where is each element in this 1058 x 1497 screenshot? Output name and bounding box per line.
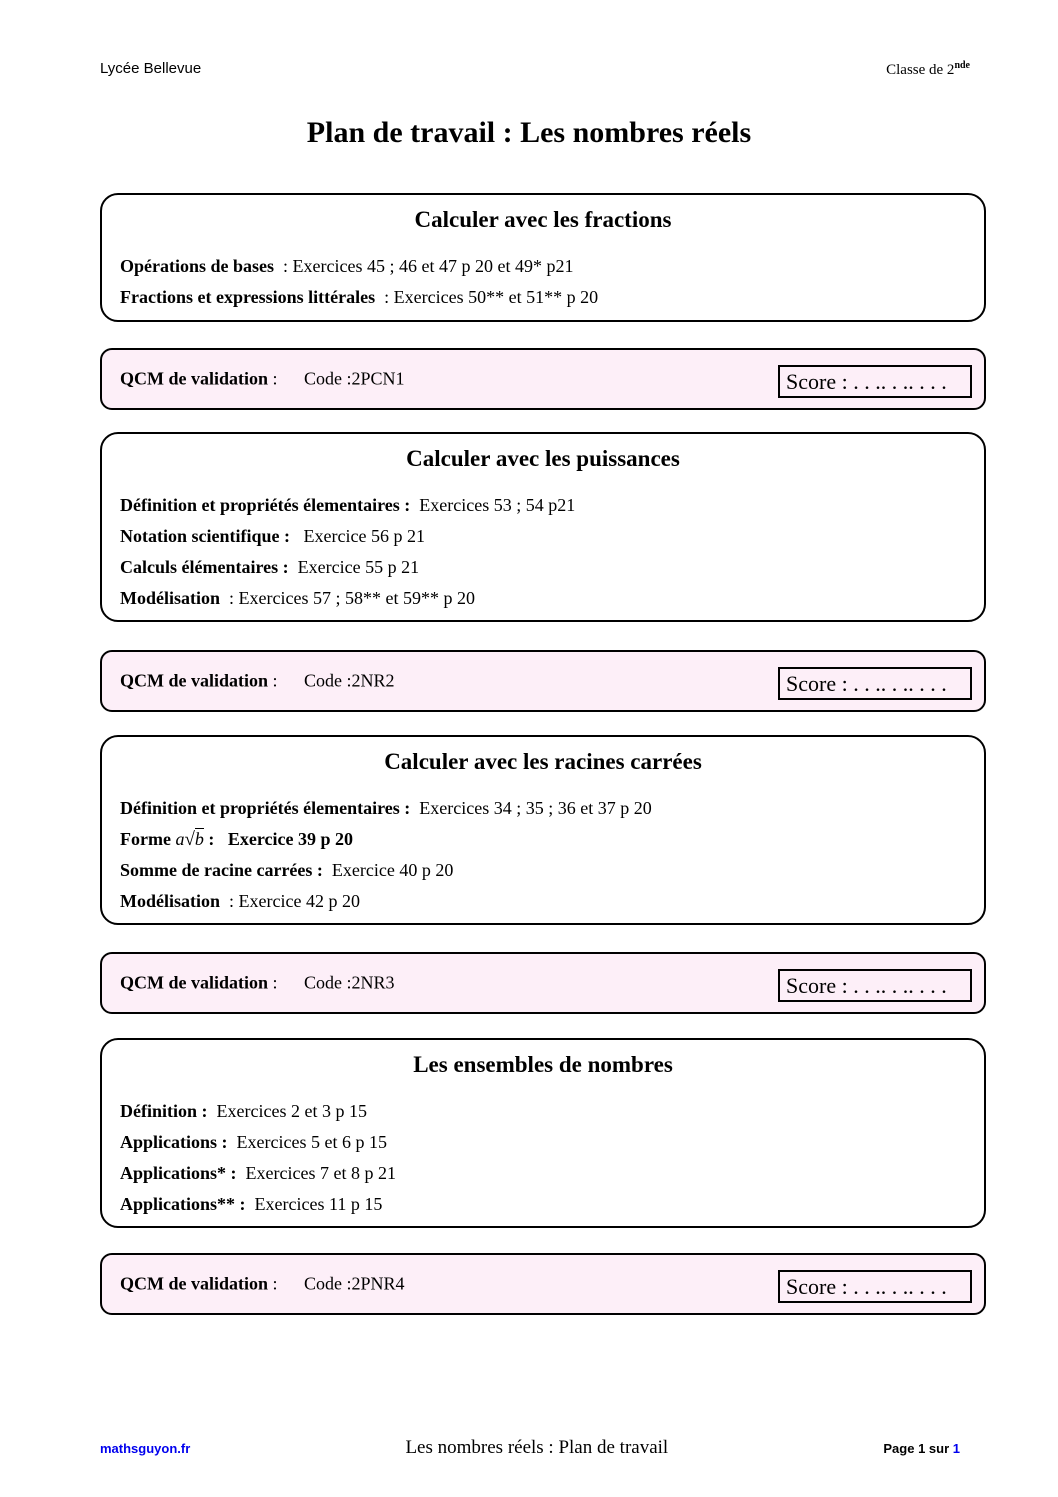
section-title: Calculer avec les racines carrées: [384, 749, 702, 774]
score-field: Score : . . .. . .. . . .: [778, 365, 972, 398]
qcm-text: [120, 671, 395, 692]
row-label: Opérations de bases: [120, 256, 275, 276]
row-label: Calculs élémentaires :: [120, 557, 289, 577]
qcm-box-ensembles: [100, 1253, 986, 1315]
exercise-row: [120, 793, 984, 824]
section-title: Calculer avec les fractions: [414, 207, 672, 232]
exercise-rows: [120, 251, 984, 313]
qcm-colon: :: [268, 972, 283, 993]
row-text: Exercices 2 et 3 p 15: [207, 1101, 367, 1121]
row-colon: : Exercice 39 p 20: [203, 829, 354, 849]
exercise-row: [120, 490, 984, 521]
section-box-puissances: [100, 432, 986, 622]
row-text: Exercices 11 p 15: [245, 1194, 383, 1214]
class-label-base: Classe de 2: [886, 62, 955, 78]
exercise-row: [120, 521, 984, 552]
row-text: : Exercices 50** et 51** p 20: [375, 287, 599, 307]
row-text: : Exercices 57 ; 58** et 59** p 20: [220, 588, 475, 608]
section-box-ensembles: [100, 1038, 986, 1228]
qcm-code: Code :2NR3: [304, 972, 395, 993]
row-label: Définition et propriétés élementaires :: [120, 495, 411, 515]
qcm-code: Code :2PCN1: [304, 368, 405, 389]
score-field: Score : . . .. . .. . . .: [778, 969, 972, 1002]
school-name: Lycée Bellevue: [100, 60, 202, 77]
qcm-label: QCM de validation: [120, 1273, 269, 1294]
row-label: Applications* :: [120, 1163, 237, 1183]
section-title: Les ensembles de nombres: [413, 1052, 673, 1077]
qcm-text: [120, 369, 405, 390]
row-label: Fractions et expressions littérales: [120, 287, 376, 307]
row-text: Exercices 53 ; 54 p21: [410, 495, 576, 515]
qcm-box-fractions: [100, 348, 986, 410]
qcm-box-racines: [100, 952, 986, 1014]
row-text: Exercice 56 p 21: [290, 526, 425, 546]
page-title: Plan de travail : Les nombres réels: [306, 116, 752, 149]
row-text: Exercices 34 ; 35 ; 36 et 37 p 20: [410, 798, 652, 818]
exercise-row: [120, 1158, 984, 1189]
qcm-text: [120, 1274, 405, 1295]
page-number-label: Page 1 sur: [883, 1441, 953, 1456]
row-text: : Exercices 45 ; 46 et 47 p 20 et 49* p21: [274, 256, 574, 276]
qcm-label: QCM de validation: [120, 670, 269, 691]
row-label: Définition et propriétés élementaires :: [120, 798, 411, 818]
exercise-row: [120, 282, 984, 313]
qcm-colon: :: [268, 670, 283, 691]
qcm-colon: :: [268, 368, 283, 389]
row-label: Applications** :: [120, 1194, 246, 1214]
exercise-rows: [120, 793, 984, 917]
row-text: Exercices 7 et 8 p 21: [236, 1163, 396, 1183]
exercise-rows: [120, 1096, 984, 1220]
website-link[interactable]: mathsguyon.fr: [100, 1441, 191, 1456]
footer-document-title: Les nombres réels : Plan de travail: [405, 1437, 669, 1458]
row-label: Notation scientifique :: [120, 526, 290, 546]
row-text: Exercices 5 et 6 p 15: [227, 1132, 387, 1152]
exercise-row: [120, 1096, 984, 1127]
section-box-fractions: [100, 193, 986, 322]
score-field: Score : . . .. . .. . . .: [778, 1270, 972, 1303]
qcm-label: QCM de validation: [120, 972, 269, 993]
exercise-row: [120, 583, 984, 614]
class-label-superscript: nde: [954, 60, 970, 71]
page-number-value: 1: [952, 1441, 960, 1456]
qcm-label: QCM de validation: [120, 368, 269, 389]
math-radicand: b: [194, 829, 204, 849]
exercise-row: [120, 886, 984, 917]
qcm-colon: :: [268, 1273, 283, 1294]
row-label: Forme: [120, 829, 171, 849]
row-label: Définition :: [120, 1101, 208, 1121]
exercise-row: [120, 251, 984, 282]
math-coefficient: a: [175, 829, 185, 849]
class-label: [886, 60, 970, 79]
row-label: Modélisation: [120, 588, 221, 608]
page-number: [883, 1441, 960, 1456]
qcm-text: [120, 973, 395, 994]
page-footer: [100, 1437, 960, 1459]
qcm-box-puissances: [100, 650, 986, 712]
section-box-racines: [100, 735, 986, 925]
exercise-row-sqrt-form: [120, 824, 984, 855]
exercise-row: [120, 1127, 984, 1158]
score-field: Score : . . .. . .. . . .: [778, 667, 972, 700]
qcm-code: Code :2PNR4: [304, 1273, 405, 1294]
row-text: Exercice 55 p 21: [288, 557, 420, 577]
section-title: Calculer avec les puissances: [406, 446, 680, 471]
exercise-row: [120, 1189, 984, 1220]
row-label: Modélisation: [120, 891, 221, 911]
exercise-rows: [120, 490, 984, 614]
exercise-row: [120, 552, 984, 583]
row-label: Applications :: [120, 1132, 228, 1152]
row-text: : Exercice 42 p 20: [220, 891, 360, 911]
qcm-code: Code :2NR2: [304, 670, 395, 691]
exercise-row: [120, 855, 984, 886]
square-root-symbol: √: [184, 829, 195, 850]
page-header: [100, 60, 970, 79]
row-label: Somme de racine carrées :: [120, 860, 323, 880]
row-text: Exercice 40 p 20: [322, 860, 454, 880]
